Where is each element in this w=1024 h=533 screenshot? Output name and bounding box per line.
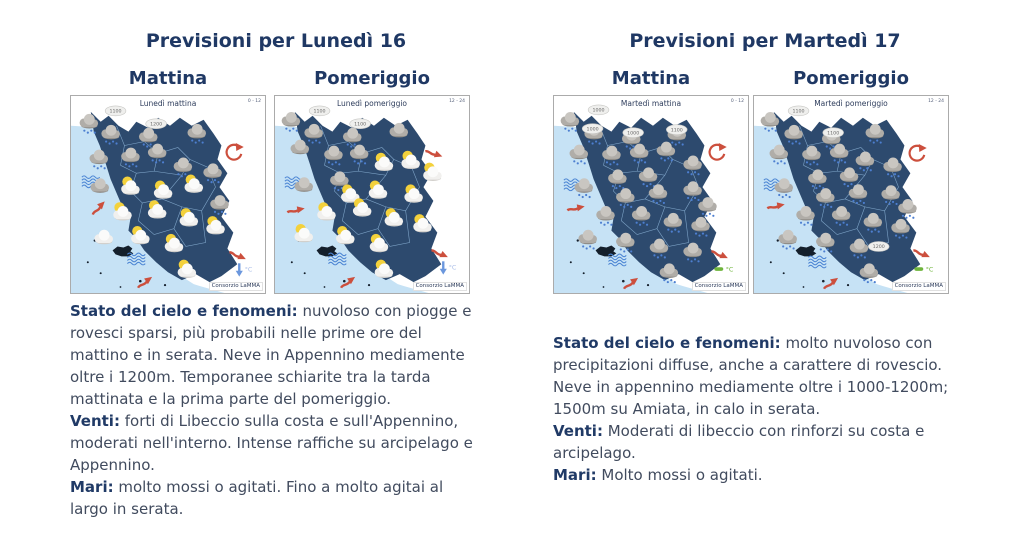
map-time-range: 0 - 12 <box>247 99 261 104</box>
snow-level-label <box>868 242 889 252</box>
map-title: Martedì mattina <box>620 99 682 108</box>
snow-level-label <box>823 128 844 138</box>
map-title: Lunedì pomeriggio <box>336 99 408 108</box>
maps-row-tuesday <box>553 68 977 294</box>
wind-label: Venti: <box>553 422 603 440</box>
map-heading-afternoon: Pomeriggio <box>314 68 430 89</box>
sky-label: Stato del cielo e fenomeni: <box>553 334 781 352</box>
wind-paragraph <box>70 410 482 476</box>
svg-text:1100: 1100 <box>827 131 840 137</box>
sea-text: Molto mossi o agitati. <box>601 466 763 484</box>
sea-label: Mari: <box>70 478 114 496</box>
map-block-monday-afternoon <box>274 68 470 294</box>
sea-text: molto mossi o agitati. Fino a molto agitai al largo in serata. <box>70 478 444 518</box>
sea-paragraph <box>553 464 977 486</box>
sky-text: molto nuvoloso con precipitazioni diffuse, anche a carattere di rovescio. Neve in appennino mediamente oltre i 1000-1200m; 1500m su Amiata, in calo in serata. <box>553 334 949 418</box>
wind-text: forti di Libeccio sulla costa e sull'Appennino, moderati nell'interno. Intense raffiche su arcipelago e Appennino. <box>70 412 473 474</box>
snow-level-label <box>105 106 126 116</box>
snow-level-label <box>350 119 371 129</box>
wind-curl-icon <box>710 143 727 160</box>
map-title: Lunedì mattina <box>139 99 197 108</box>
forecast-text-monday <box>70 300 482 520</box>
map-time-range: 12 - 24 <box>928 99 944 104</box>
sky-text: nuvoloso con piogge e rovesci sparsi, più probabili nelle prime ore del mattino e in serata. Neve in Appennino mediamente oltre i 1200m. Temporanee schiarite tra la tarda mattinata e la prima parte del pomeriggio. <box>70 302 472 408</box>
wind-text: Moderati di libeccio con rinforzi su costa e arcipelago. <box>553 422 925 462</box>
forecast-column-monday <box>70 0 482 520</box>
small-island-dot <box>324 286 326 288</box>
small-island-dot <box>368 284 370 286</box>
small-island-dot <box>343 280 346 283</box>
small-island-dot <box>847 284 849 286</box>
snow-level-label <box>788 106 809 116</box>
sun-cloud-icon <box>423 163 442 181</box>
temperature-steady-icon <box>714 266 734 274</box>
svg-text:1200: 1200 <box>872 245 885 251</box>
svg-text:1100: 1100 <box>792 109 805 115</box>
small-island-dot <box>783 272 785 274</box>
small-island-dot <box>647 284 649 286</box>
weather-map-panel <box>553 95 749 294</box>
map-block-tuesday-morning <box>553 68 749 294</box>
weather-map-monday-afternoon <box>275 96 469 293</box>
svg-text:1100: 1100 <box>313 109 326 115</box>
small-island-dot <box>770 261 772 263</box>
map-time-range: 0 - 12 <box>730 99 744 104</box>
small-island-dot <box>803 286 805 288</box>
small-island-dot <box>777 239 779 241</box>
weather-map-tuesday-afternoon <box>754 96 948 293</box>
wind-label: Venti: <box>70 412 120 430</box>
column-title-tuesday: Previsioni per Martedì 17 <box>629 30 901 52</box>
small-island-dot <box>622 280 625 283</box>
weather-map-panel <box>274 95 470 294</box>
weather-map-panel <box>753 95 949 294</box>
map-heading-afternoon: Pomeriggio <box>793 68 909 89</box>
map-block-tuesday-afternoon <box>753 68 949 294</box>
wind-arrow-icon <box>425 146 443 161</box>
map-credit: Consorzio LaMMA <box>209 282 263 291</box>
sky-paragraph <box>70 300 482 410</box>
snow-level-label <box>588 105 609 115</box>
svg-text:°C: °C <box>725 265 734 274</box>
snow-level-label <box>146 119 167 129</box>
map-heading-morning: Mattina <box>128 68 208 89</box>
small-island-dot <box>164 284 166 286</box>
wind-curl-icon <box>910 144 927 161</box>
sea-label: Mari: <box>553 466 597 484</box>
sky-label: Stato del cielo e fenomeni: <box>70 302 298 320</box>
map-credit: Consorzio LaMMA <box>692 282 746 291</box>
forecast-text-tuesday <box>553 332 977 486</box>
small-island-dot <box>120 286 122 288</box>
small-island-dot <box>603 286 605 288</box>
svg-text:1000: 1000 <box>592 108 605 114</box>
svg-text:1000: 1000 <box>627 131 640 137</box>
snow-level-label <box>582 124 603 134</box>
sky-paragraph <box>553 332 977 420</box>
small-island-dot <box>139 280 142 283</box>
map-title: Martedì pomeriggio <box>814 99 888 108</box>
small-island-dot <box>822 280 825 283</box>
temperature-steady-icon <box>914 266 934 274</box>
snow-level-label <box>623 128 644 138</box>
map-block-monday-morning <box>70 68 266 294</box>
map-credit: Consorzio LaMMA <box>413 282 467 291</box>
svg-text:°C: °C <box>925 265 934 274</box>
small-island-dot <box>304 272 306 274</box>
svg-text:1100: 1100 <box>670 128 683 134</box>
small-island-dot <box>291 261 293 263</box>
small-island-dot <box>87 261 89 263</box>
column-title-monday: Previsioni per Lunedì 16 <box>145 30 407 52</box>
wind-paragraph <box>553 420 977 464</box>
svg-text:1200: 1200 <box>150 122 163 128</box>
snow-level-label <box>666 125 687 135</box>
maps-row-monday <box>70 68 482 294</box>
weather-map-monday-morning <box>71 96 265 293</box>
small-island-dot <box>577 239 579 241</box>
small-island-dot <box>570 261 572 263</box>
svg-text:°C: °C <box>448 263 457 272</box>
temperature-down-icon <box>236 263 253 276</box>
sea-paragraph <box>70 476 482 520</box>
svg-text:1000: 1000 <box>586 127 599 133</box>
forecast-column-tuesday <box>553 0 977 486</box>
map-time-range: 12 - 24 <box>449 99 465 104</box>
svg-text:1100: 1100 <box>354 122 367 128</box>
small-island-dot <box>583 272 585 274</box>
svg-text:°C: °C <box>244 265 253 274</box>
map-credit: Consorzio LaMMA <box>892 282 946 291</box>
weather-map-panel <box>70 95 266 294</box>
svg-text:1100: 1100 <box>109 109 122 115</box>
small-island-dot <box>100 272 102 274</box>
map-heading-morning: Mattina <box>611 68 691 89</box>
snow-level-label <box>309 106 330 116</box>
wind-curl-icon <box>227 143 244 160</box>
temperature-down-icon <box>440 261 457 274</box>
weather-map-tuesday-morning <box>554 96 748 293</box>
